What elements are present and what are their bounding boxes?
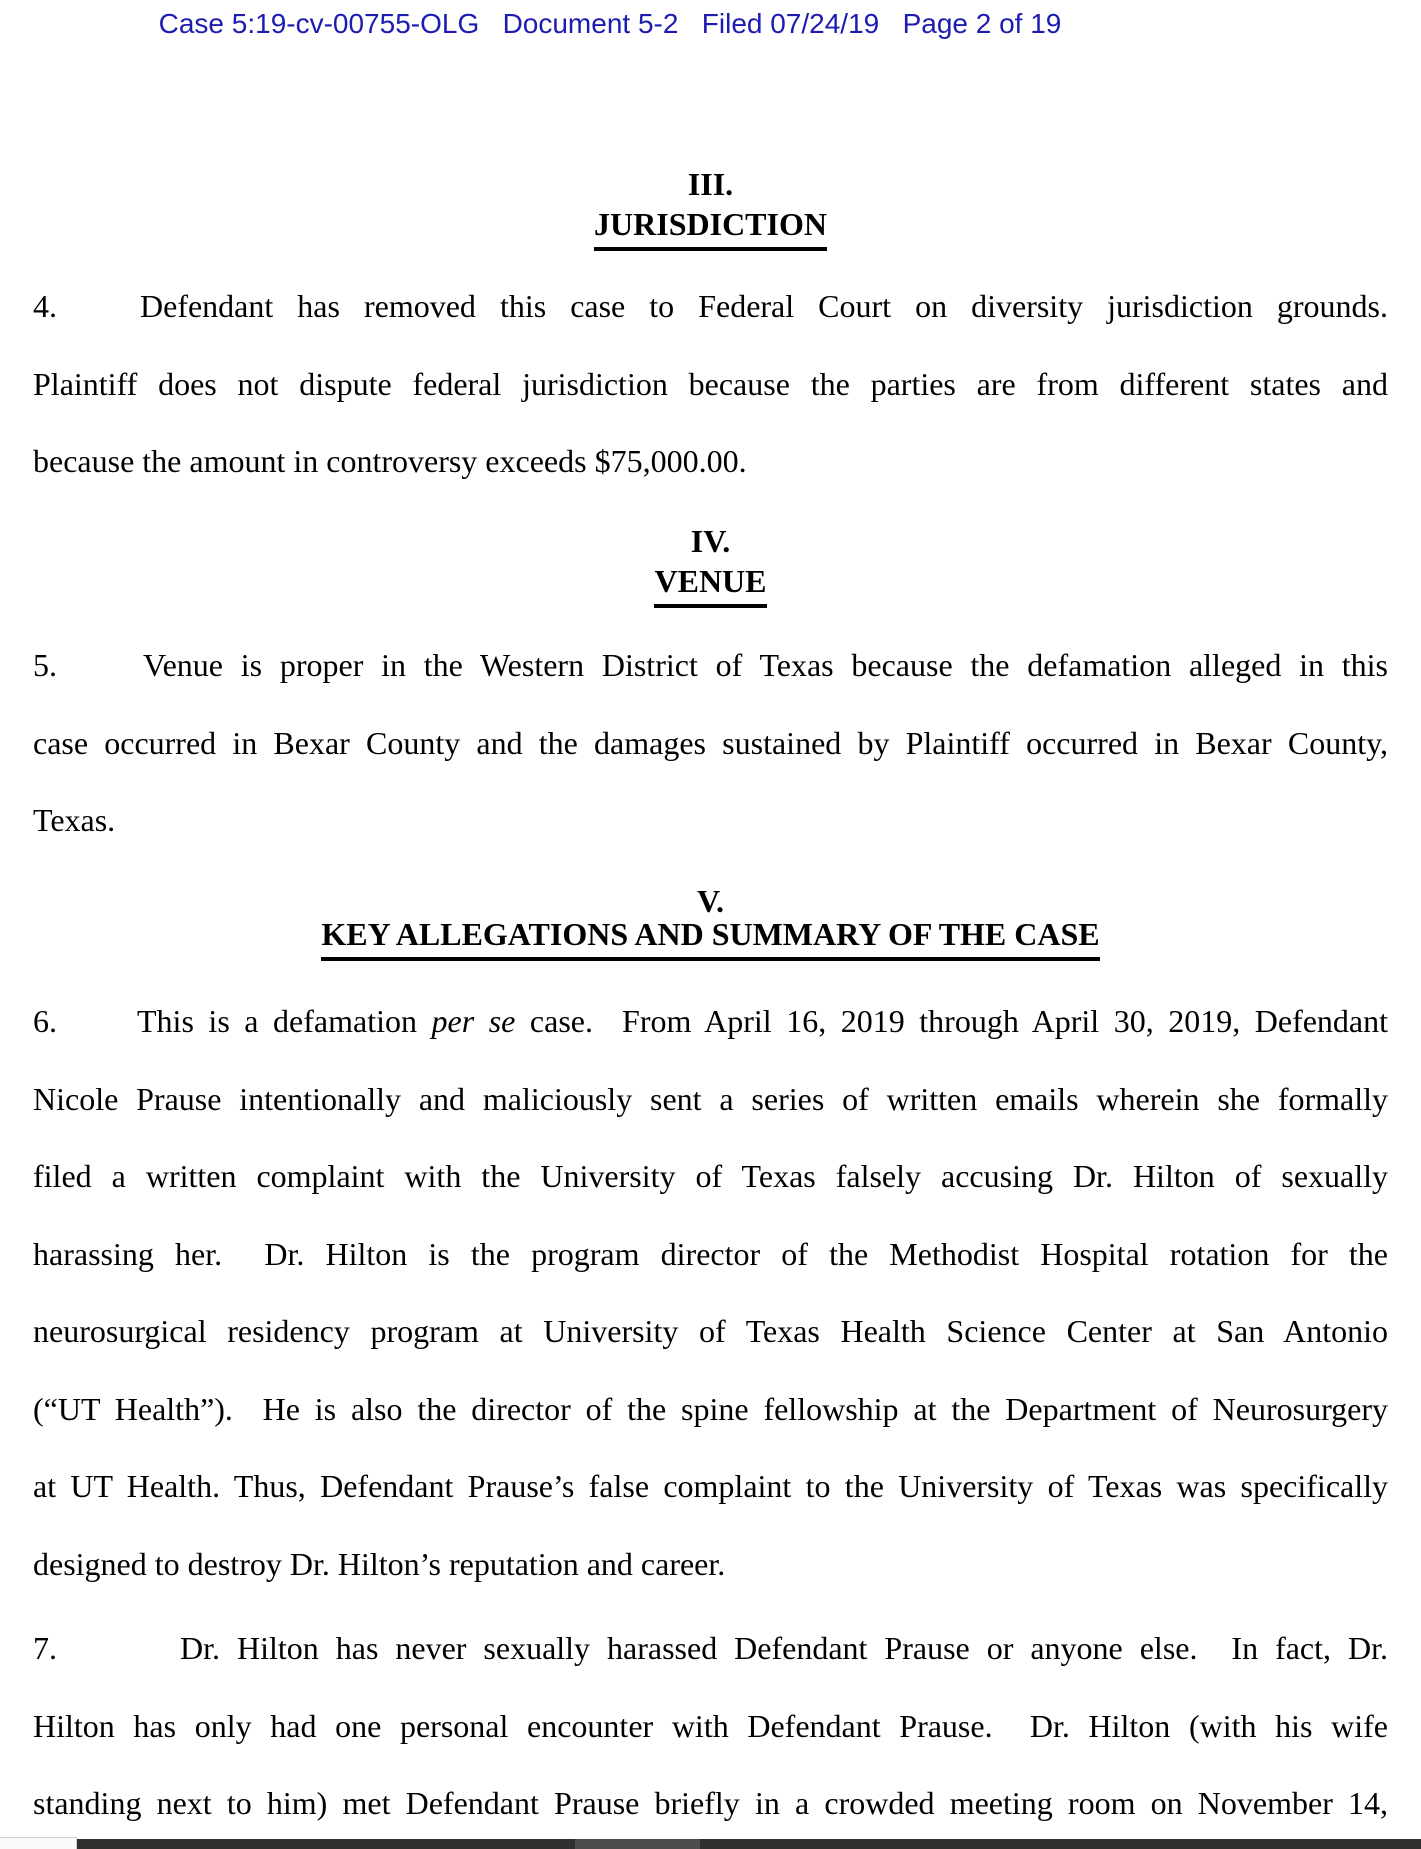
paragraph-text-italic: per se (431, 1003, 516, 1039)
paragraph-line: Hilton has only had one personal encounter with Defendant Prause. Dr. Hilton (with his wife (33, 1707, 1388, 1744)
section-title-key-allegations (33, 914, 1388, 961)
section-numeral-key-allegations: V. (697, 883, 724, 919)
paragraph-line: standing next to him) met Defendant Prause briefly in a crowded meeting room on November 14, (33, 1785, 1388, 1821)
paragraph-7 (33, 1610, 1388, 1843)
scrollbar-corner (0, 1837, 77, 1849)
paragraph-number: 6. (33, 1003, 57, 1039)
paragraph-line: neurosurgical residency program at University of Texas Health Science Center at San Antonio (33, 1313, 1388, 1349)
section-numeral-venue: IV. (690, 523, 731, 559)
paragraph-line (33, 268, 1388, 346)
paragraph-line: Texas. (33, 802, 116, 838)
paragraph-line: (“UT Health”). He is also the director of the spine fellowship at the Department of Neurosurgery (33, 1390, 1388, 1427)
paragraph-line: at UT Health. Thus, Defendant Prause’s false complaint to the University of Texas was specifically (33, 1468, 1388, 1504)
paragraph-6 (33, 983, 1388, 1603)
horizontal-scrollbar-track[interactable] (77, 1839, 1421, 1849)
paragraph-line: because the amount in controversy exceeds $75,000.00. (33, 443, 747, 479)
horizontal-scrollbar-thumb[interactable] (575, 1839, 700, 1849)
paragraph-number: 4. (33, 288, 57, 324)
paragraph-line: Nicole Prause intentionally and maliciously sent a series of written emails wherein she formally (33, 1080, 1388, 1117)
section-numeral-jurisdiction: III. (687, 166, 734, 202)
paragraph-line (33, 983, 1388, 1061)
paragraph-number: 5. (33, 647, 57, 683)
section-title-key-allegations-text: KEY ALLEGATIONS AND SUMMARY OF THE CASE (321, 914, 1099, 961)
paragraph-line: Plaintiff does not dispute federal jurisdiction because the parties are from different states and (33, 365, 1388, 402)
paragraph-line: filed a written complaint with the University of Texas falsely accusing Dr. Hilton of sexually (33, 1158, 1388, 1194)
paragraph-number: 7. (33, 1630, 57, 1666)
paragraph-text: Dr. Hilton has never sexually harassed Defendant Prause or anyone else. In fact, Dr. (180, 1630, 1388, 1666)
paragraph-text: Defendant has removed this case to Federal Court on diversity jurisdiction grounds. (140, 288, 1388, 324)
paragraph-line: designed to destroy Dr. Hilton’s reputation and career. (33, 1545, 726, 1582)
paragraph-4 (33, 268, 1388, 501)
paragraph-text: case. From April 16, 2019 through April 30, 2019, Defendant (515, 1003, 1389, 1039)
paragraph-line: case occurred in Bexar County and the damages sustained by Plaintiff occurred in Bexar County, (33, 724, 1388, 761)
section-title-jurisdiction (33, 204, 1388, 251)
section-title-jurisdiction-text: JURISDICTION (594, 204, 827, 251)
paragraph-text: This is a defamation (137, 1003, 432, 1039)
paragraph-text: Venue is proper in the Western District of Texas because the defamation alleged in this (143, 647, 1388, 683)
paragraph-line (33, 1610, 1388, 1688)
paragraph-line: harassing her. Dr. Hilton is the program director of the Methodist Hospital rotation for the (33, 1235, 1388, 1272)
section-title-venue-text: VENUE (654, 561, 766, 608)
case-stamp-header: Case 5:19-cv-00755-OLG Document 5-2 Filed 07/24/19 Page 2 of 19 (158, 8, 1062, 39)
paragraph-line (33, 627, 1388, 705)
section-title-venue (33, 561, 1388, 608)
paragraph-5 (33, 627, 1388, 860)
